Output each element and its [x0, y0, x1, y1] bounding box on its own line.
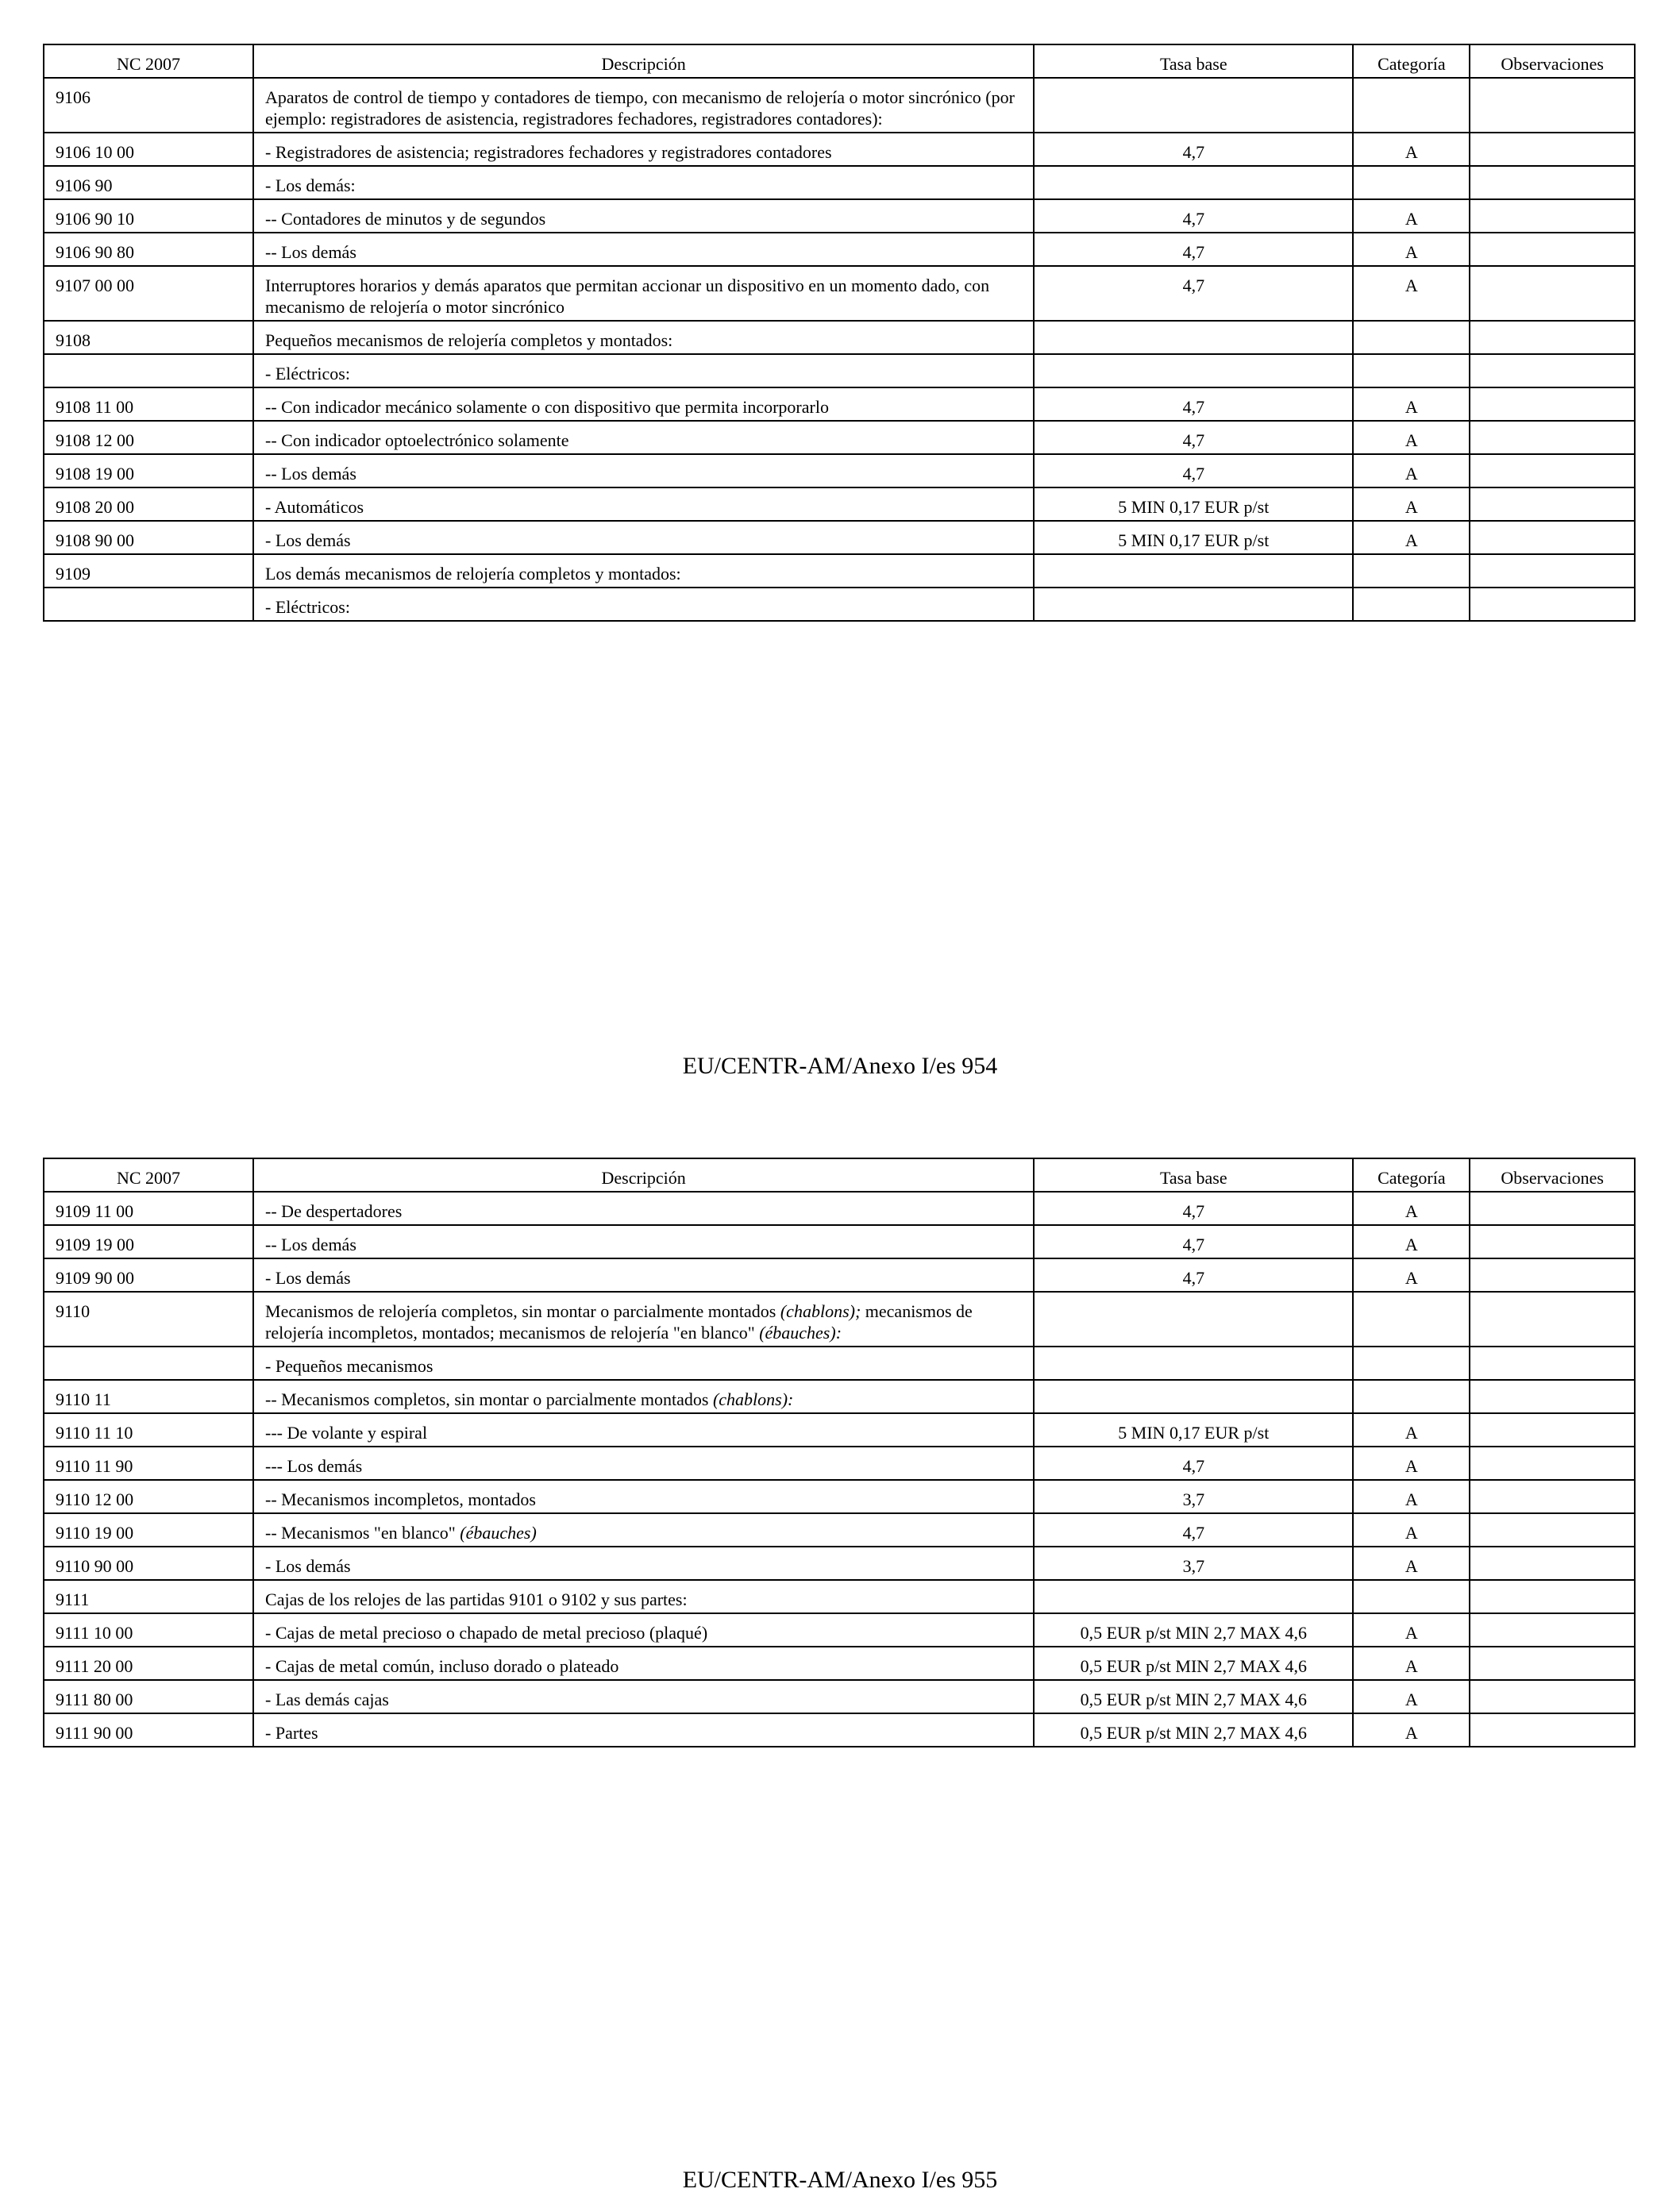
table-row [44, 321, 1635, 354]
cell-description: - Las demás cajas [253, 1680, 1034, 1713]
description-text: -- Mecanismos "en blanco" [265, 1523, 460, 1543]
table-row [44, 354, 1635, 387]
cell-category: A [1353, 133, 1470, 166]
table-row [44, 199, 1635, 233]
cell-description: Los demás mecanismos de relojería completos y montados: [253, 554, 1034, 588]
header-observations: Observaciones [1470, 1158, 1635, 1192]
cell-category: A [1353, 1258, 1470, 1292]
table-row [44, 588, 1635, 621]
tariff-table-page-954 [43, 44, 1636, 622]
cell-nc-code [44, 588, 253, 621]
table-row [44, 133, 1635, 166]
cell-base-rate [1034, 1292, 1353, 1347]
cell-description [253, 1292, 1034, 1347]
cell-base-rate [1034, 1380, 1353, 1413]
cell-category: A [1353, 487, 1470, 521]
cell-category: A [1353, 233, 1470, 266]
cell-observations [1470, 233, 1635, 266]
table-row [44, 266, 1635, 321]
cell-category: A [1353, 1547, 1470, 1580]
cell-description: - Cajas de metal precioso o chapado de metal precioso (plaqué) [253, 1613, 1034, 1647]
cell-base-rate: 0,5 EUR p/st MIN 2,7 MAX 4,6 [1034, 1680, 1353, 1713]
cell-base-rate: 0,5 EUR p/st MIN 2,7 MAX 4,6 [1034, 1613, 1353, 1647]
cell-category: A [1353, 199, 1470, 233]
cell-description: - Eléctricos: [253, 354, 1034, 387]
cell-observations [1470, 1513, 1635, 1547]
cell-base-rate: 4,7 [1034, 133, 1353, 166]
cell-nc-code: 9110 19 00 [44, 1513, 253, 1547]
table-row [44, 521, 1635, 554]
cell-category: A [1353, 1513, 1470, 1547]
cell-observations [1470, 1580, 1635, 1613]
cell-description: --- De volante y espiral [253, 1413, 1034, 1447]
cell-observations [1470, 166, 1635, 199]
cell-observations [1470, 1480, 1635, 1513]
cell-observations [1470, 421, 1635, 454]
table-row [44, 1192, 1635, 1225]
header-base-rate: Tasa base [1034, 1158, 1353, 1192]
tariff-table-page-955 [43, 1158, 1636, 1747]
cell-category: A [1353, 266, 1470, 321]
description-italic-term: (chablons); [780, 1301, 861, 1321]
cell-description [253, 1380, 1034, 1413]
cell-description: -- De despertadores [253, 1192, 1034, 1225]
cell-observations [1470, 1192, 1635, 1225]
cell-description: - Los demás [253, 521, 1034, 554]
cell-description: - Los demás [253, 1547, 1034, 1580]
table-row [44, 1347, 1635, 1380]
cell-observations [1470, 1413, 1635, 1447]
cell-category: A [1353, 1192, 1470, 1225]
cell-observations [1470, 1613, 1635, 1647]
cell-observations [1470, 487, 1635, 521]
table-row [44, 1547, 1635, 1580]
header-category: Categoría [1353, 44, 1470, 78]
cell-category [1353, 1292, 1470, 1347]
cell-nc-code: 9108 12 00 [44, 421, 253, 454]
cell-nc-code: 9111 90 00 [44, 1713, 253, 1747]
cell-category: A [1353, 1613, 1470, 1647]
cell-nc-code: 9110 90 00 [44, 1547, 253, 1580]
cell-observations [1470, 554, 1635, 588]
cell-nc-code: 9107 00 00 [44, 266, 253, 321]
cell-nc-code: 9106 10 00 [44, 133, 253, 166]
header-description: Descripción [253, 44, 1034, 78]
cell-observations [1470, 454, 1635, 487]
cell-description: -- Con indicador optoelectrónico solamente [253, 421, 1034, 454]
cell-observations [1470, 1225, 1635, 1258]
table-row [44, 1647, 1635, 1680]
cell-description: -- Contadores de minutos y de segundos [253, 199, 1034, 233]
cell-category [1353, 1347, 1470, 1380]
table-header-row [44, 44, 1635, 78]
cell-base-rate: 4,7 [1034, 199, 1353, 233]
cell-category [1353, 166, 1470, 199]
cell-category: A [1353, 521, 1470, 554]
cell-base-rate [1034, 166, 1353, 199]
cell-nc-code: 9108 19 00 [44, 454, 253, 487]
header-observations: Observaciones [1470, 44, 1635, 78]
cell-description: - Pequeños mecanismos [253, 1347, 1034, 1380]
table-row [44, 421, 1635, 454]
cell-observations [1470, 521, 1635, 554]
cell-observations [1470, 588, 1635, 621]
cell-base-rate: 5 MIN 0,17 EUR p/st [1034, 487, 1353, 521]
table-row [44, 1680, 1635, 1713]
cell-base-rate: 4,7 [1034, 1225, 1353, 1258]
table-row [44, 1713, 1635, 1747]
table-row [44, 166, 1635, 199]
cell-nc-code: 9108 [44, 321, 253, 354]
cell-base-rate: 3,7 [1034, 1480, 1353, 1513]
cell-base-rate [1034, 1347, 1353, 1380]
cell-description: Cajas de los relojes de las partidas 9101 o 9102 y sus partes: [253, 1580, 1034, 1613]
table-row [44, 78, 1635, 133]
cell-description: - Registradores de asistencia; registradores fechadores y registradores contadores [253, 133, 1034, 166]
header-description: Descripción [253, 1158, 1034, 1192]
table-row [44, 454, 1635, 487]
table-row [44, 1513, 1635, 1547]
cell-observations [1470, 321, 1635, 354]
description-italic-term: (chablons): [712, 1389, 794, 1409]
cell-description: Interruptores horarios y demás aparatos que permitan accionar un dispositivo en un momento dado, con mecanismo de relojería o motor sincrónico [253, 266, 1034, 321]
cell-base-rate: 4,7 [1034, 1258, 1353, 1292]
cell-observations [1470, 1647, 1635, 1680]
cell-base-rate: 4,7 [1034, 1192, 1353, 1225]
header-base-rate: Tasa base [1034, 44, 1353, 78]
table-row [44, 1380, 1635, 1413]
cell-base-rate: 4,7 [1034, 421, 1353, 454]
cell-nc-code: 9110 11 90 [44, 1447, 253, 1480]
cell-category: A [1353, 421, 1470, 454]
cell-nc-code: 9109 11 00 [44, 1192, 253, 1225]
cell-category: A [1353, 1680, 1470, 1713]
cell-description: - Partes [253, 1713, 1034, 1747]
cell-observations [1470, 387, 1635, 421]
cell-category [1353, 321, 1470, 354]
cell-description [253, 1513, 1034, 1547]
cell-nc-code: 9108 11 00 [44, 387, 253, 421]
cell-category [1353, 1580, 1470, 1613]
cell-nc-code: 9111 [44, 1580, 253, 1613]
cell-category: A [1353, 1713, 1470, 1747]
cell-nc-code [44, 354, 253, 387]
cell-description: --- Los demás [253, 1447, 1034, 1480]
cell-nc-code: 9111 80 00 [44, 1680, 253, 1713]
description-text: -- Mecanismos completos, sin montar o parcialmente montados [265, 1389, 713, 1409]
cell-category [1353, 354, 1470, 387]
table-row [44, 487, 1635, 521]
header-category: Categoría [1353, 1158, 1470, 1192]
table-body [44, 78, 1635, 621]
cell-observations [1470, 1347, 1635, 1380]
cell-observations [1470, 199, 1635, 233]
cell-base-rate: 4,7 [1034, 1513, 1353, 1547]
cell-description: -- Los demás [253, 454, 1034, 487]
table-row [44, 1613, 1635, 1647]
cell-category: A [1353, 1647, 1470, 1680]
table-row [44, 387, 1635, 421]
cell-base-rate [1034, 554, 1353, 588]
cell-base-rate: 0,5 EUR p/st MIN 2,7 MAX 4,6 [1034, 1647, 1353, 1680]
cell-description: - Eléctricos: [253, 588, 1034, 621]
cell-nc-code: 9108 90 00 [44, 521, 253, 554]
cell-nc-code: 9109 19 00 [44, 1225, 253, 1258]
cell-base-rate: 4,7 [1034, 387, 1353, 421]
cell-category [1353, 78, 1470, 133]
cell-base-rate [1034, 588, 1353, 621]
cell-nc-code: 9108 20 00 [44, 487, 253, 521]
cell-nc-code [44, 1347, 253, 1380]
cell-base-rate: 4,7 [1034, 1447, 1353, 1480]
cell-base-rate [1034, 78, 1353, 133]
cell-base-rate [1034, 321, 1353, 354]
cell-nc-code: 9109 90 00 [44, 1258, 253, 1292]
cell-observations [1470, 1547, 1635, 1580]
cell-observations [1470, 354, 1635, 387]
cell-category: A [1353, 1480, 1470, 1513]
cell-base-rate [1034, 354, 1353, 387]
cell-description: Pequeños mecanismos de relojería completos y montados: [253, 321, 1034, 354]
cell-category [1353, 1380, 1470, 1413]
cell-nc-code: 9110 12 00 [44, 1480, 253, 1513]
cell-observations [1470, 1713, 1635, 1747]
cell-base-rate: 5 MIN 0,17 EUR p/st [1034, 521, 1353, 554]
cell-base-rate: 3,7 [1034, 1547, 1353, 1580]
cell-description: -- Los demás [253, 1225, 1034, 1258]
cell-nc-code: 9110 11 10 [44, 1413, 253, 1447]
table-row [44, 1447, 1635, 1480]
cell-base-rate: 4,7 [1034, 454, 1353, 487]
cell-observations [1470, 266, 1635, 321]
cell-description: - Automáticos [253, 487, 1034, 521]
header-nc-code: NC 2007 [44, 1158, 253, 1192]
cell-observations [1470, 1380, 1635, 1413]
cell-category [1353, 588, 1470, 621]
cell-observations [1470, 1258, 1635, 1292]
table-row [44, 1225, 1635, 1258]
page-footer-955: EU/CENTR-AM/Anexo I/es 955 [682, 2167, 998, 2193]
description-italic-term: (ébauches) [460, 1523, 537, 1543]
cell-nc-code: 9110 [44, 1292, 253, 1347]
cell-observations [1470, 1292, 1635, 1347]
cell-description: -- Mecanismos incompletos, montados [253, 1480, 1034, 1513]
header-nc-code: NC 2007 [44, 44, 253, 78]
cell-category: A [1353, 1413, 1470, 1447]
cell-description: Aparatos de control de tiempo y contadores de tiempo, con mecanismo de relojería o motor sincrónico (por ejemplo: registradores de asistencia, registradores fechadores, registradores contadores): [253, 78, 1034, 133]
table-row [44, 1292, 1635, 1347]
cell-base-rate: 5 MIN 0,17 EUR p/st [1034, 1413, 1353, 1447]
cell-category [1353, 554, 1470, 588]
description-italic-term: (ébauches): [759, 1323, 842, 1343]
cell-nc-code: 9110 11 [44, 1380, 253, 1413]
cell-observations [1470, 78, 1635, 133]
cell-description: - Los demás [253, 1258, 1034, 1292]
table-row [44, 1413, 1635, 1447]
cell-category: A [1353, 454, 1470, 487]
cell-nc-code: 9106 [44, 78, 253, 133]
cell-category: A [1353, 387, 1470, 421]
table-row [44, 1258, 1635, 1292]
table-row [44, 1580, 1635, 1613]
cell-description: - Cajas de metal común, incluso dorado o plateado [253, 1647, 1034, 1680]
cell-description: - Los demás: [253, 166, 1034, 199]
cell-nc-code: 9106 90 10 [44, 199, 253, 233]
cell-observations [1470, 1680, 1635, 1713]
cell-base-rate: 4,7 [1034, 233, 1353, 266]
cell-description: -- Los demás [253, 233, 1034, 266]
cell-category: A [1353, 1447, 1470, 1480]
cell-observations [1470, 1447, 1635, 1480]
table-header-row [44, 1158, 1635, 1192]
page-footer-954: EU/CENTR-AM/Anexo I/es 954 [682, 1053, 998, 1079]
cell-description: -- Con indicador mecánico solamente o con dispositivo que permita incorporarlo [253, 387, 1034, 421]
description-text: Mecanismos de relojería completos, sin montar o parcialmente montados [265, 1301, 780, 1321]
cell-base-rate [1034, 1580, 1353, 1613]
table-row [44, 1480, 1635, 1513]
table-body [44, 1192, 1635, 1747]
cell-base-rate: 4,7 [1034, 266, 1353, 321]
cell-nc-code: 9111 20 00 [44, 1647, 253, 1680]
cell-nc-code: 9106 90 [44, 166, 253, 199]
cell-category: A [1353, 1225, 1470, 1258]
cell-base-rate: 0,5 EUR p/st MIN 2,7 MAX 4,6 [1034, 1713, 1353, 1747]
cell-nc-code: 9109 [44, 554, 253, 588]
description-text: mecanismos de relojería incompletos, montados; mecanismos de relojería "en blanco" [265, 1301, 973, 1343]
cell-observations [1470, 133, 1635, 166]
table-row [44, 233, 1635, 266]
table-row [44, 554, 1635, 588]
cell-nc-code: 9106 90 80 [44, 233, 253, 266]
cell-nc-code: 9111 10 00 [44, 1613, 253, 1647]
